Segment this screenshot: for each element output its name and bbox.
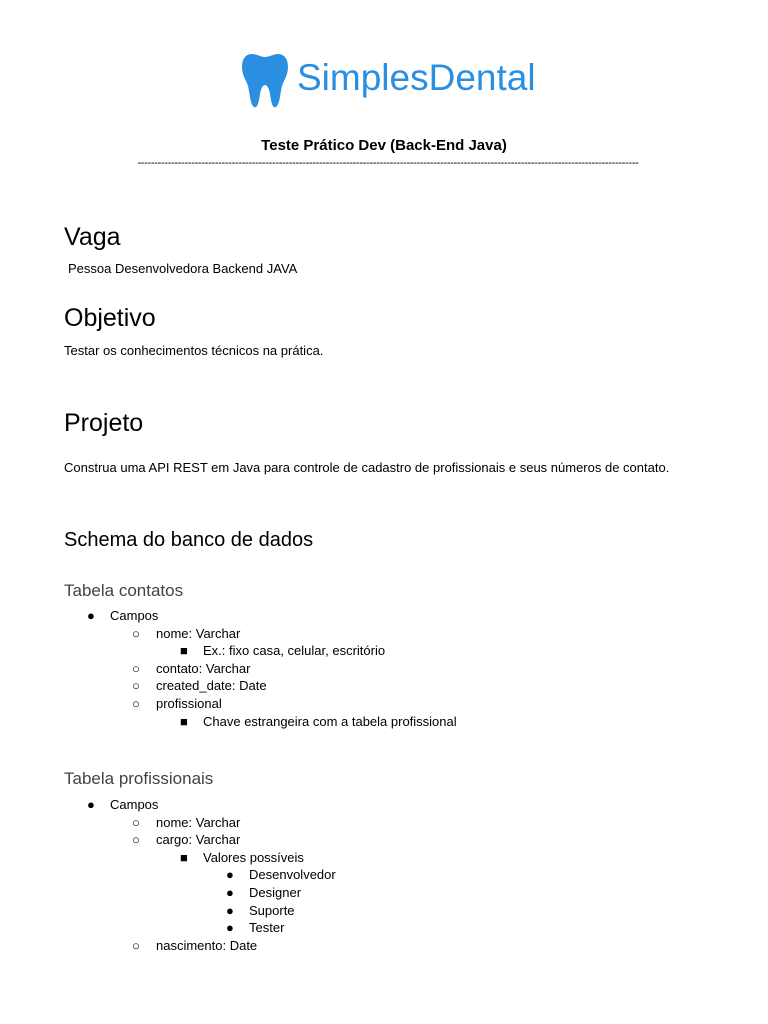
list-item: ○ nome: Varchar — [132, 625, 241, 641]
tooth-icon — [242, 52, 288, 108]
profissionais-field-list — [0, 796, 768, 954]
projeto-text: Construa uma API REST em Java para controle de cadastro de profissionais e seus números de contato. — [64, 460, 670, 475]
list-item: ● Campos — [87, 797, 159, 812]
list-item: ○ contato: Varchar — [132, 660, 251, 676]
heading-vaga: Vaga — [64, 223, 121, 251]
objetivo-text: Testar os conhecimentos técnicos na prática. — [64, 343, 324, 358]
contatos-field-list — [0, 607, 768, 730]
heading-objetivo: Objetivo — [64, 304, 156, 332]
list-item: ● Desenvolvedor — [226, 867, 336, 883]
brand-name — [297, 54, 536, 102]
heading-projeto: Projeto — [64, 409, 144, 437]
list-item: ○ nome: Varchar — [132, 814, 241, 830]
list-item: ■ Chave estrangeira com a tabela profissional — [180, 713, 457, 729]
heading-schema: Schema do banco de dados — [64, 529, 314, 551]
list-item: ○ nascimento: Date — [132, 937, 258, 953]
heading-tabela-profissionais: Tabela profissionais — [64, 769, 214, 788]
list-item: ○ profissional — [132, 695, 222, 711]
vaga-text: Pessoa Desenvolvedora Backend JAVA — [68, 261, 298, 276]
list-item: ■ Valores possíveis — [180, 849, 304, 865]
list-item: ○ cargo: Varchar — [132, 832, 241, 848]
brand-light: Simples — [297, 57, 429, 98]
document-subtitle: Teste Prático Dev (Back-End Java) — [261, 137, 507, 154]
list-item: ● Suporte — [226, 902, 295, 918]
heading-tabela-contatos: Tabela contatos — [64, 581, 184, 600]
brand-bold: Dental — [428, 57, 536, 98]
list-item: ■ Ex.: fixo casa, celular, escritório — [180, 643, 386, 659]
list-item: ● Campos — [87, 608, 159, 623]
list-item: ● Designer — [226, 884, 302, 900]
list-item: ● Tester — [226, 920, 285, 936]
divider-line: ----------------------------------------------------------------------------------------------------------------------------------------------------- — [137, 157, 639, 169]
simples-dental-logo — [242, 52, 542, 108]
list-item: ○ created_date: Date — [132, 678, 267, 694]
